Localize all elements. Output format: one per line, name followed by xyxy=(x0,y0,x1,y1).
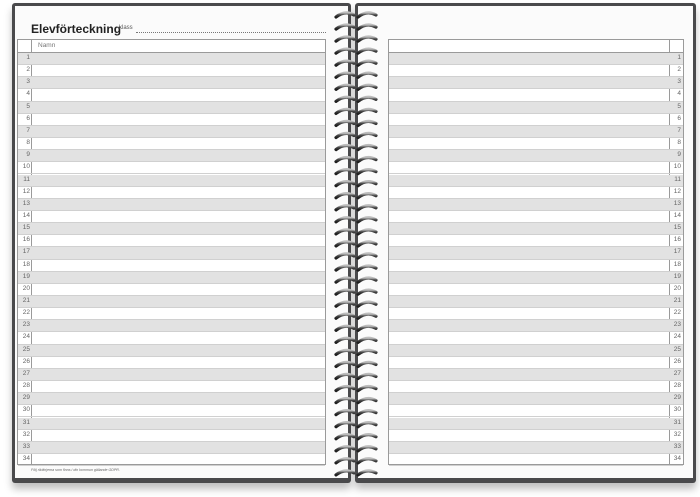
spiral-coil xyxy=(336,158,354,162)
spiral-coil xyxy=(358,13,376,17)
row-number: 26 xyxy=(673,357,681,365)
table-row xyxy=(389,102,683,114)
spiral-coil xyxy=(336,302,354,306)
row-number: 31 xyxy=(22,418,30,426)
row-number: 5 xyxy=(26,102,30,110)
row-number: 7 xyxy=(677,126,681,134)
spiral-coil xyxy=(336,37,354,41)
spiral-coil xyxy=(358,374,376,378)
table-row xyxy=(389,296,683,308)
row-number: 17 xyxy=(673,248,681,256)
row-number: 12 xyxy=(22,187,30,195)
class-fill-line xyxy=(136,32,326,33)
spiral-coil xyxy=(358,435,376,439)
spiral-coil xyxy=(358,447,376,451)
row-number: 32 xyxy=(22,430,30,438)
table-row xyxy=(18,126,325,138)
table-row xyxy=(18,393,325,405)
spiral-coil xyxy=(358,302,376,306)
table-row xyxy=(18,211,325,223)
spiral-coil xyxy=(336,25,354,29)
row-number: 23 xyxy=(22,321,30,329)
table-row xyxy=(389,442,683,454)
row-number: 4 xyxy=(26,90,30,98)
spiral-coil xyxy=(358,49,376,53)
spiral-coil xyxy=(336,121,354,125)
table-row xyxy=(389,454,683,466)
student-table-left xyxy=(17,39,326,465)
table-row xyxy=(18,162,325,174)
table-row xyxy=(389,114,683,126)
row-number: 27 xyxy=(22,369,30,377)
spiral-coil xyxy=(358,278,376,282)
table-header-row xyxy=(389,40,683,53)
table-row xyxy=(18,418,325,430)
table-row xyxy=(389,211,683,223)
row-number: 10 xyxy=(22,163,30,171)
row-number: 31 xyxy=(673,418,681,426)
spiral-coil xyxy=(358,314,376,318)
spiral-coil xyxy=(358,206,376,210)
row-number: 2 xyxy=(26,66,30,74)
table-row xyxy=(18,247,325,259)
table-row xyxy=(18,405,325,417)
table-row xyxy=(18,332,325,344)
table-row xyxy=(18,138,325,150)
row-number: 4 xyxy=(677,90,681,98)
row-number: 5 xyxy=(677,102,681,110)
row-number: 27 xyxy=(673,369,681,377)
spiral-coil xyxy=(358,218,376,222)
spiral-coil xyxy=(336,182,354,186)
table-row xyxy=(18,102,325,114)
row-number: 14 xyxy=(673,211,681,219)
table-row xyxy=(18,284,325,296)
spiral-coil xyxy=(336,254,354,258)
spiral-coil xyxy=(336,399,354,403)
table-row xyxy=(18,199,325,211)
spiral-coil xyxy=(336,338,354,342)
table-row xyxy=(389,175,683,187)
spiral-coil xyxy=(336,85,354,89)
spiral-binding xyxy=(334,8,378,480)
row-number: 12 xyxy=(673,187,681,195)
row-number: 24 xyxy=(673,333,681,341)
table-row xyxy=(389,393,683,405)
row-number: 29 xyxy=(673,394,681,402)
row-number: 22 xyxy=(673,309,681,317)
class-label: klass xyxy=(119,25,133,31)
row-number: 3 xyxy=(26,78,30,86)
spiral-coil xyxy=(336,145,354,149)
table-row xyxy=(18,272,325,284)
spiral-coil xyxy=(358,471,376,475)
spiral-coil xyxy=(336,326,354,330)
table-row xyxy=(18,357,325,369)
table-row xyxy=(18,65,325,77)
spiral-coil xyxy=(336,350,354,354)
row-number: 28 xyxy=(673,382,681,390)
spiral-coil xyxy=(336,411,354,415)
row-number: 11 xyxy=(23,175,30,183)
row-number: 19 xyxy=(22,272,30,280)
table-row xyxy=(18,381,325,393)
row-number: 20 xyxy=(673,284,681,292)
table-row xyxy=(18,235,325,247)
table-row xyxy=(18,175,325,187)
table-row xyxy=(18,150,325,162)
spiral-coil xyxy=(336,290,354,294)
row-number: 1 xyxy=(26,54,30,61)
spiral-coil xyxy=(336,314,354,318)
table-row xyxy=(389,223,683,235)
spiral-coil xyxy=(358,158,376,162)
row-number: 28 xyxy=(22,382,30,390)
table-row xyxy=(389,247,683,259)
row-number: 24 xyxy=(22,333,30,341)
table-row xyxy=(18,223,325,235)
spiral-coil xyxy=(358,230,376,234)
table-row xyxy=(18,369,325,381)
table-row xyxy=(389,126,683,138)
spiral-coil xyxy=(336,73,354,77)
table-row xyxy=(18,430,325,442)
table-row xyxy=(389,320,683,332)
spiral-coil xyxy=(336,170,354,174)
spiral-coil xyxy=(336,459,354,463)
spiral-coil xyxy=(358,254,376,258)
row-number: 32 xyxy=(673,430,681,438)
spiral-coil xyxy=(358,399,376,403)
row-number: 25 xyxy=(22,345,30,353)
row-number: 1 xyxy=(677,54,681,61)
row-number: 15 xyxy=(22,224,30,232)
spiral-coil xyxy=(358,362,376,366)
row-number: 23 xyxy=(673,321,681,329)
table-row xyxy=(18,454,325,466)
row-number: 11 xyxy=(674,175,681,183)
row-number: 30 xyxy=(673,406,681,414)
row-number: 17 xyxy=(22,248,30,256)
row-number: 10 xyxy=(673,163,681,171)
spiral-coil xyxy=(336,435,354,439)
spiral-coil xyxy=(358,73,376,77)
spiral-coil xyxy=(358,109,376,113)
spiral-coil xyxy=(336,97,354,101)
spiral-coil xyxy=(336,278,354,282)
table-row xyxy=(389,162,683,174)
spiral-coil xyxy=(336,362,354,366)
table-row xyxy=(389,138,683,150)
row-number: 30 xyxy=(22,406,30,414)
row-number: 6 xyxy=(677,114,681,122)
row-number: 8 xyxy=(26,139,30,147)
spiral-coil xyxy=(358,170,376,174)
table-row xyxy=(389,332,683,344)
row-number: 29 xyxy=(22,394,30,402)
name-column-header: Namn xyxy=(38,42,56,49)
table-row xyxy=(389,284,683,296)
table-row xyxy=(18,53,325,65)
spiral-coil xyxy=(336,386,354,390)
table-row xyxy=(389,369,683,381)
spiral-coil xyxy=(336,194,354,198)
table-header-row xyxy=(18,40,325,53)
table-row xyxy=(389,53,683,65)
table-row xyxy=(389,357,683,369)
row-number: 9 xyxy=(26,151,30,159)
spiral-coil xyxy=(358,133,376,137)
spiral-coil xyxy=(358,350,376,354)
right-page xyxy=(358,6,693,478)
table-row xyxy=(389,77,683,89)
row-number: 34 xyxy=(22,454,30,462)
table-row xyxy=(389,187,683,199)
table-row xyxy=(389,150,683,162)
row-number: 21 xyxy=(22,297,30,304)
table-row xyxy=(18,89,325,101)
table-row xyxy=(18,77,325,89)
table-row xyxy=(389,89,683,101)
table-row xyxy=(18,308,325,320)
table-row xyxy=(389,272,683,284)
spiral-coil xyxy=(358,386,376,390)
row-number: 13 xyxy=(673,199,681,207)
row-number: 13 xyxy=(22,199,30,207)
table-row xyxy=(389,405,683,417)
table-row xyxy=(389,65,683,77)
spiral-coil xyxy=(336,447,354,451)
left-page xyxy=(15,6,348,478)
spiral-coil xyxy=(358,411,376,415)
row-number: 3 xyxy=(677,78,681,86)
spiral-coil xyxy=(358,145,376,149)
row-number: 14 xyxy=(22,211,30,219)
spiral-coil xyxy=(358,85,376,89)
spiral-coil xyxy=(358,459,376,463)
table-row xyxy=(18,442,325,454)
table-row xyxy=(389,430,683,442)
table-row xyxy=(389,381,683,393)
spiral-coil xyxy=(358,61,376,65)
student-table-right xyxy=(388,39,684,465)
spiral-coil xyxy=(358,194,376,198)
row-number: 16 xyxy=(22,236,30,244)
table-row xyxy=(18,114,325,126)
row-number: 34 xyxy=(673,454,681,462)
spiral-coil xyxy=(336,13,354,17)
row-number: 2 xyxy=(677,66,681,74)
table-row xyxy=(18,260,325,272)
table-row xyxy=(18,296,325,308)
table-row xyxy=(389,199,683,211)
row-number: 20 xyxy=(22,284,30,292)
row-number: 7 xyxy=(26,126,30,134)
row-number: 6 xyxy=(26,114,30,122)
spiral-coil xyxy=(358,25,376,29)
table-row xyxy=(18,187,325,199)
gdpr-footnote: Följ riktlinjerna som finns i din kommun gällande GDPR. xyxy=(31,468,120,472)
spiral-coil xyxy=(336,266,354,270)
row-number: 21 xyxy=(673,297,681,304)
spiral-coil xyxy=(358,121,376,125)
row-number: 33 xyxy=(673,442,681,450)
row-number: 15 xyxy=(673,224,681,232)
spiral-coil xyxy=(358,338,376,342)
spiral-coil xyxy=(336,374,354,378)
spiral-coil xyxy=(358,97,376,101)
row-number: 16 xyxy=(673,236,681,244)
spiral-coil xyxy=(358,266,376,270)
spiral-coil xyxy=(336,133,354,137)
row-number: 26 xyxy=(22,357,30,365)
spiral-coil xyxy=(336,109,354,113)
table-row xyxy=(389,308,683,320)
table-row xyxy=(389,260,683,272)
row-number: 19 xyxy=(673,272,681,280)
row-number: 33 xyxy=(22,442,30,450)
row-number: 25 xyxy=(673,345,681,353)
spiral-coil xyxy=(336,230,354,234)
spiral-coil xyxy=(336,242,354,246)
table-row xyxy=(389,235,683,247)
spiral-coil xyxy=(336,218,354,222)
spiral-coil xyxy=(358,37,376,41)
page-title: Elevförteckning xyxy=(31,22,122,36)
row-number: 22 xyxy=(22,309,30,317)
row-number: 18 xyxy=(673,260,681,268)
spiral-coil xyxy=(336,49,354,53)
table-row xyxy=(389,418,683,430)
spiral-coil xyxy=(336,206,354,210)
table-row xyxy=(389,345,683,357)
spiral-coil xyxy=(358,423,376,427)
spiral-coil xyxy=(358,326,376,330)
spiral-coil xyxy=(358,242,376,246)
spiral-coil xyxy=(358,182,376,186)
spiral-coil xyxy=(336,471,354,475)
spiral-coil xyxy=(336,423,354,427)
table-row xyxy=(18,320,325,332)
spiral-coil xyxy=(358,290,376,294)
spiral-coil xyxy=(336,61,354,65)
row-number: 9 xyxy=(677,151,681,159)
table-row xyxy=(18,345,325,357)
row-number: 18 xyxy=(22,260,30,268)
row-number: 8 xyxy=(677,139,681,147)
